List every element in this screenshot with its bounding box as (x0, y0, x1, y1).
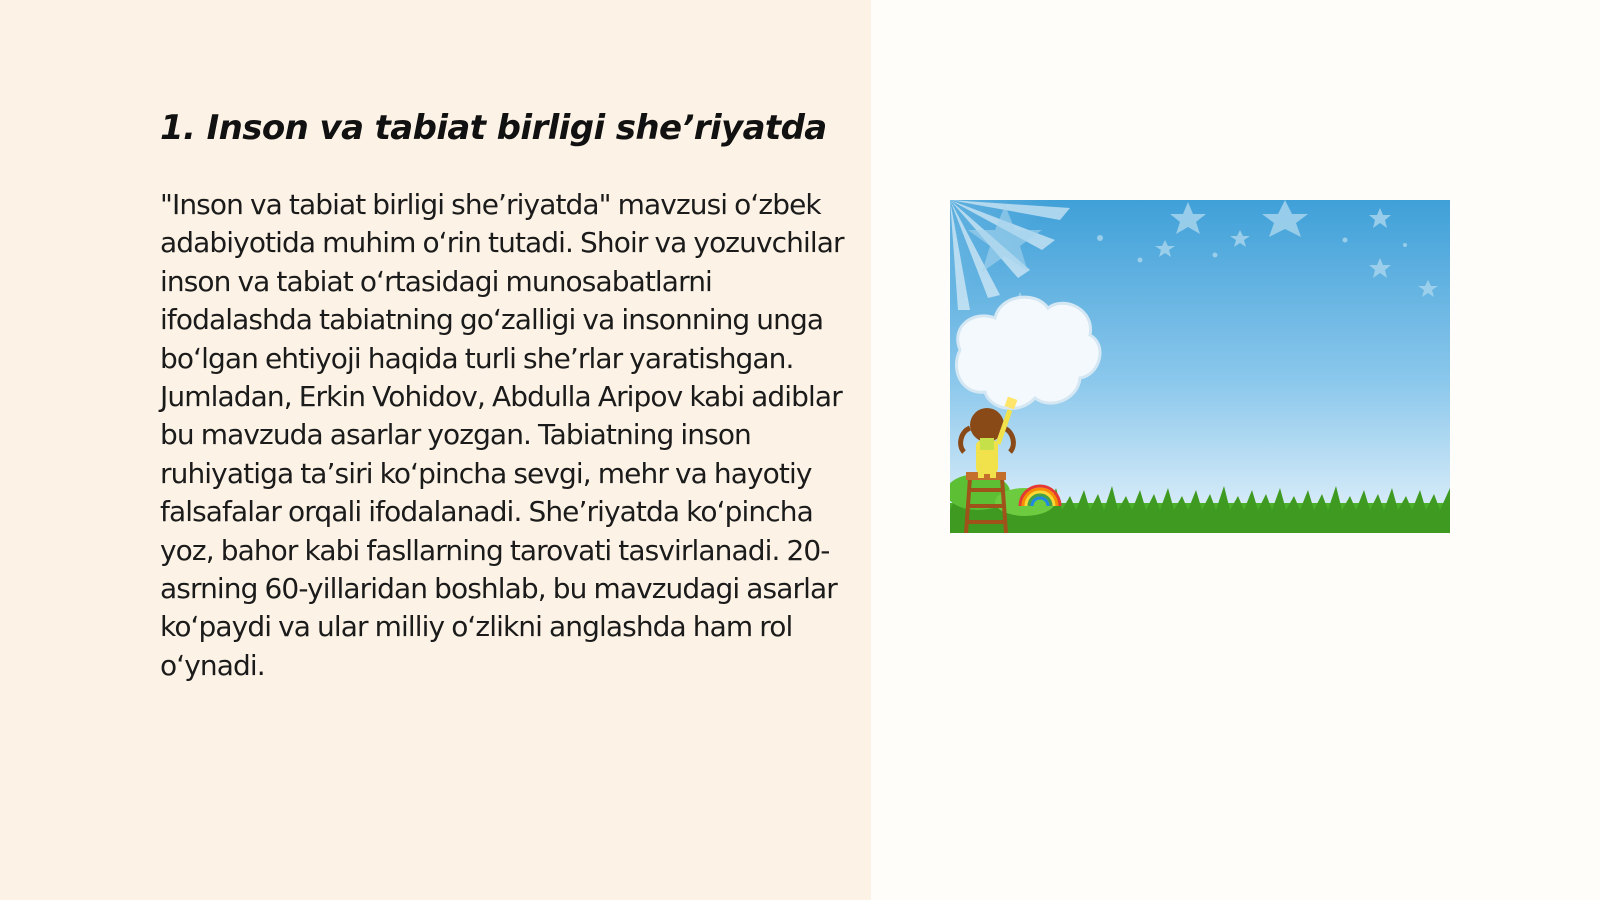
slide-title: 1. Inson va tabiat birligi she’riyatda (160, 108, 827, 148)
cartoon-sky-illustration-icon (950, 200, 1450, 533)
slide-body-text: "Inson va tabiat birligi she’riyatda" mavzusi oʻzbek adabiyotida muhim oʻrin tutadi. Shoir va yozuvchilar inson va tabiat oʻrtasidagi munosabatlarni ifodalashda tabiatning goʻzalligi va insonning unga boʻlgan ehtiyoji haqida turli she’rlar yaratishgan. Jumladan, Erkin Vohidov, Abdulla Aripov kabi adiblar bu mavzuda asarlar yozgan. Tabiatning inson ruhiyatiga ta’siri koʻpincha sevgi, mehr va hayotiy falsafalar orqali ifodalanadi. She’riyatda koʻpincha yoz, bahor kabi fasllarning tarovati tasvirlanadi. 20-asrning 60-yillaridan boshlab, bu mavzudagi asarlar koʻpaydi va ular milliy oʻzlikni anglashda ham rol oʻynadi. (160, 188, 844, 682)
illustration-svg (950, 200, 1450, 533)
